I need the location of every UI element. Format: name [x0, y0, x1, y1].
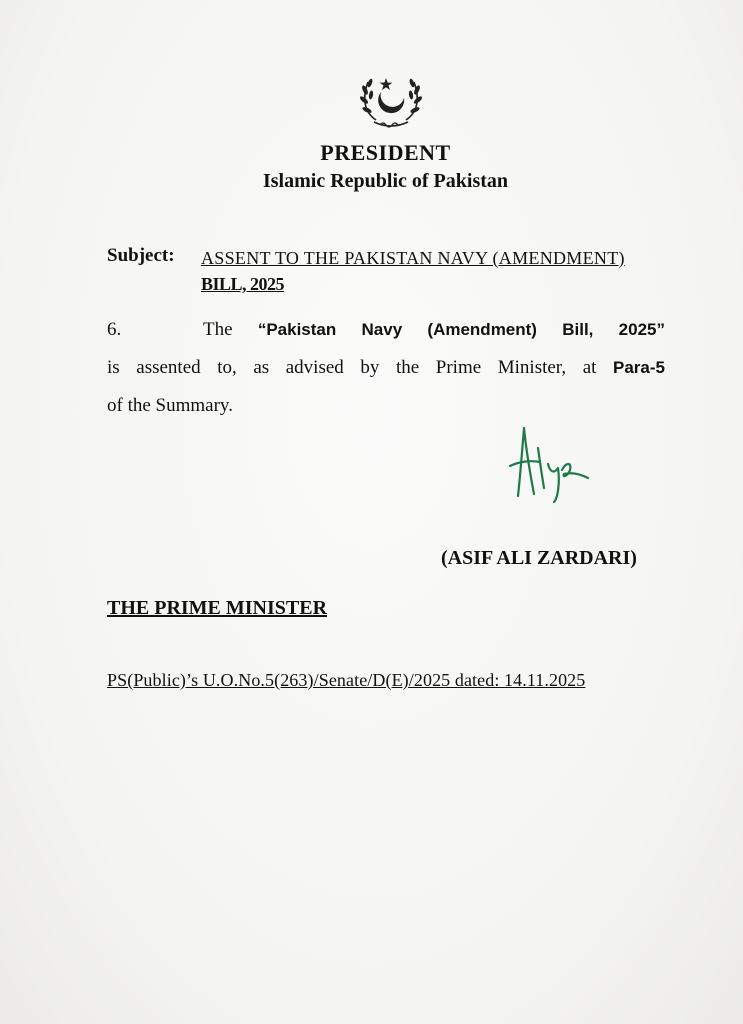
para-reference: Para-5: [613, 358, 665, 377]
reference-line: PS(Public)’s U.O.No.5(263)/Senate/D(E)/2025 dated: 14.11.2025: [107, 670, 586, 690]
state-emblem-icon: [356, 68, 426, 134]
subject-text: [201, 245, 671, 297]
signatory-name: (ASIF ALI ZARDARI): [441, 547, 637, 569]
subject-line-1: ASSENT TO THE PAKISTAN NAVY (AMENDMENT): [201, 248, 625, 268]
bill-name: “Pakistan Navy (Amendment) Bill, 2025”: [257, 320, 665, 339]
country-title: Islamic Republic of Pakistan: [262, 170, 509, 192]
addressee: THE PRIME MINISTER: [107, 597, 328, 619]
subject-line-2: BILL, 2025: [201, 274, 285, 294]
paragraph-line-2: [107, 349, 665, 387]
office-title: PRESIDENT: [320, 140, 451, 165]
paragraph-line-1-text: The: [203, 319, 258, 340]
assent-paragraph: [107, 311, 665, 425]
paragraph-line-2-text: is assented to, as advised by the Prime Minister, at: [107, 357, 614, 378]
paragraph-number: 6.: [107, 319, 122, 340]
handwritten-signature-icon: [500, 418, 620, 508]
subject-label: Subject:: [107, 245, 175, 266]
paragraph-line-1: [107, 311, 665, 349]
paragraph-line-3: of the Summary.: [107, 395, 233, 416]
